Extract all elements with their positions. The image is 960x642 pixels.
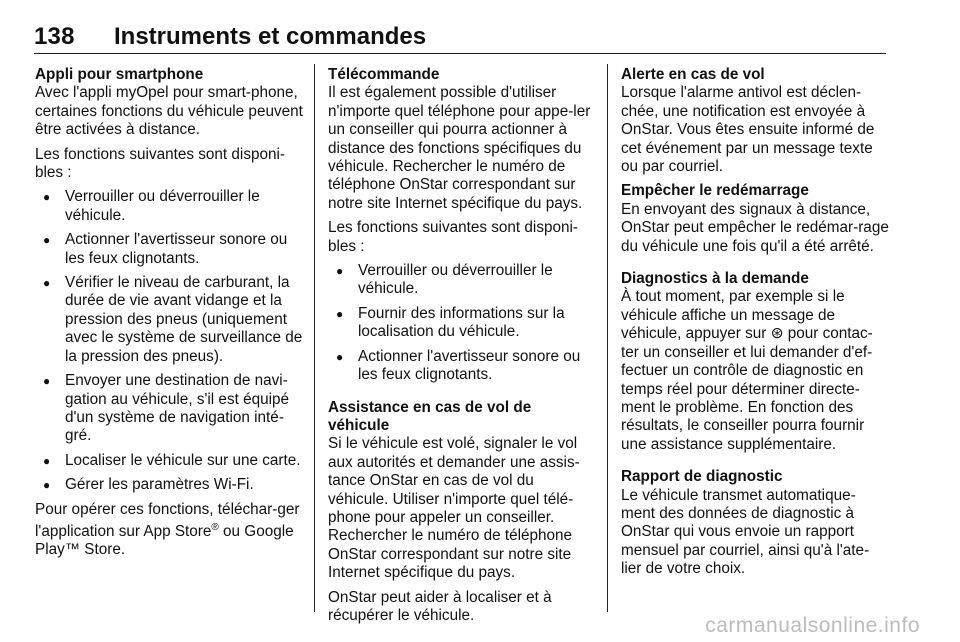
paragraph: Si le véhicule est volé, signaler le vol aux autorités et demander une assis-tance OnStar en cas de vol du véhicule. Utiliser n'importe quel télé-phone pour appeler un conseiller. Rechercher le numéro de téléphone OnStar correspondant sur notre site Internet spécifique du pays.: [328, 435, 580, 582]
paragraph: OnStar peut aider à localiser et à récupérer le véhicule.: [328, 588, 552, 624]
watermark: carmanualsonline.info: [705, 614, 920, 637]
download-text: Pour opérer ces fonctions, téléchar-ger l'application sur App Store: [35, 500, 300, 541]
registered-mark: ®: [211, 521, 219, 533]
list-item: ● Localiser le véhicule sur une carte.: [35, 452, 303, 470]
paragraph-download: [35, 501, 303, 560]
column-3: [621, 66, 889, 585]
heading-theft-assistance: Assistance en cas de vol de véhicule: [328, 398, 532, 434]
page-number: 138: [34, 23, 75, 50]
heading-remote-control: Télécommande: [328, 66, 440, 83]
paragraph: Avec l'appli myOpel pour smart-phone, certaines fonctions du véhicule peuvent être activées à distance.: [35, 84, 303, 139]
header-rule: [34, 53, 886, 54]
download-text-end: ou Google Play™ Store.: [35, 523, 294, 559]
heading-prevent-restart: Empêcher le redémarrage: [621, 182, 809, 200]
paragraph: Il est également possible d'utiliser n'importe quel téléphone pour appe-ler un conseiller qui pourra actionner à distance des fonctions spécifiques du véhicule. Rechercher le numéro de téléphone OnStar correspondant sur notre site Internet spécifique du pays.: [328, 84, 591, 212]
column-divider-1: [314, 64, 315, 612]
feature-list: [35, 188, 303, 494]
list-item: ● Verrouiller ou déverrouiller le véhicule.: [35, 188, 303, 225]
list-item: ● Actionner l'avertisseur sonore ou les feux clignotants.: [328, 348, 596, 385]
list-item: ● Gérer les paramètres Wi-Fi.: [35, 476, 303, 494]
list-item: ● Verrouiller ou déverrouiller le véhicule.: [328, 262, 596, 299]
list-item: ● Actionner l'avertisseur sonore ou les feux clignotants.: [35, 231, 303, 268]
column-1: [35, 66, 303, 566]
heading-theft-alert: Alerte en cas de vol: [621, 66, 765, 83]
feature-list: [328, 262, 596, 384]
diagnostics-text: À tout moment, par exemple si le véhicule affiche un message de véhicule, appuyer sur: [621, 288, 845, 343]
column-2: [328, 66, 596, 631]
paragraph: Le véhicule transmet automatique-ment des données de diagnostic à OnStar qui vous envoie un rapport mensuel par courriel, ainsi qu'à l'ate-lier de votre choix.: [621, 486, 870, 578]
heading-smartphone-app: Appli pour smartphone: [35, 66, 204, 83]
heading-diagnostic-report: Rapport de diagnostic: [621, 468, 783, 486]
paragraph: Lorsque l'alarme antivol est déclen-chée, une notification est envoyée à OnStar. Vous êtes ensuite informé de cet événement par un message texte ou par courriel.: [621, 84, 875, 176]
column-divider-2: [607, 64, 608, 612]
page-title: Instruments et commandes: [114, 23, 427, 50]
heading-diagnostics-on-demand: Diagnostics à la demande: [621, 270, 809, 288]
paragraph-diagnostics: [621, 288, 889, 454]
paragraph: En envoyant des signaux à distance, OnStar peut empêcher le redémar-rage du véhicule une fois qu'il a été arrêté.: [621, 200, 889, 255]
diagnostics-text-end: pour contac-ter un conseiller et lui demander d'ef-fectuer un contrôle de diagnostic en temps réel pour déterminer directe-ment le problème. En fonction des résultats, le conseiller pourra fournir une assistance supplémentaire.: [621, 325, 873, 453]
list-item: ● Envoyer une destination de navi-gation au véhicule, s'il est équipé d'un système de navigation inté-gré.: [35, 372, 303, 446]
onstar-button-icon: ⊛: [770, 325, 784, 343]
list-item: ● Fournir des informations sur la localisation du véhicule.: [328, 305, 596, 342]
list-item: ● Vérifier le niveau de carburant, la durée de vie avant vidange et la pression des pneus (uniquement avec le système de surveillance de la pression des pneus).: [35, 274, 303, 366]
paragraph: Les fonctions suivantes sont disponi-bles :: [328, 219, 578, 255]
paragraph: Les fonctions suivantes sont disponi-bles :: [35, 145, 285, 182]
